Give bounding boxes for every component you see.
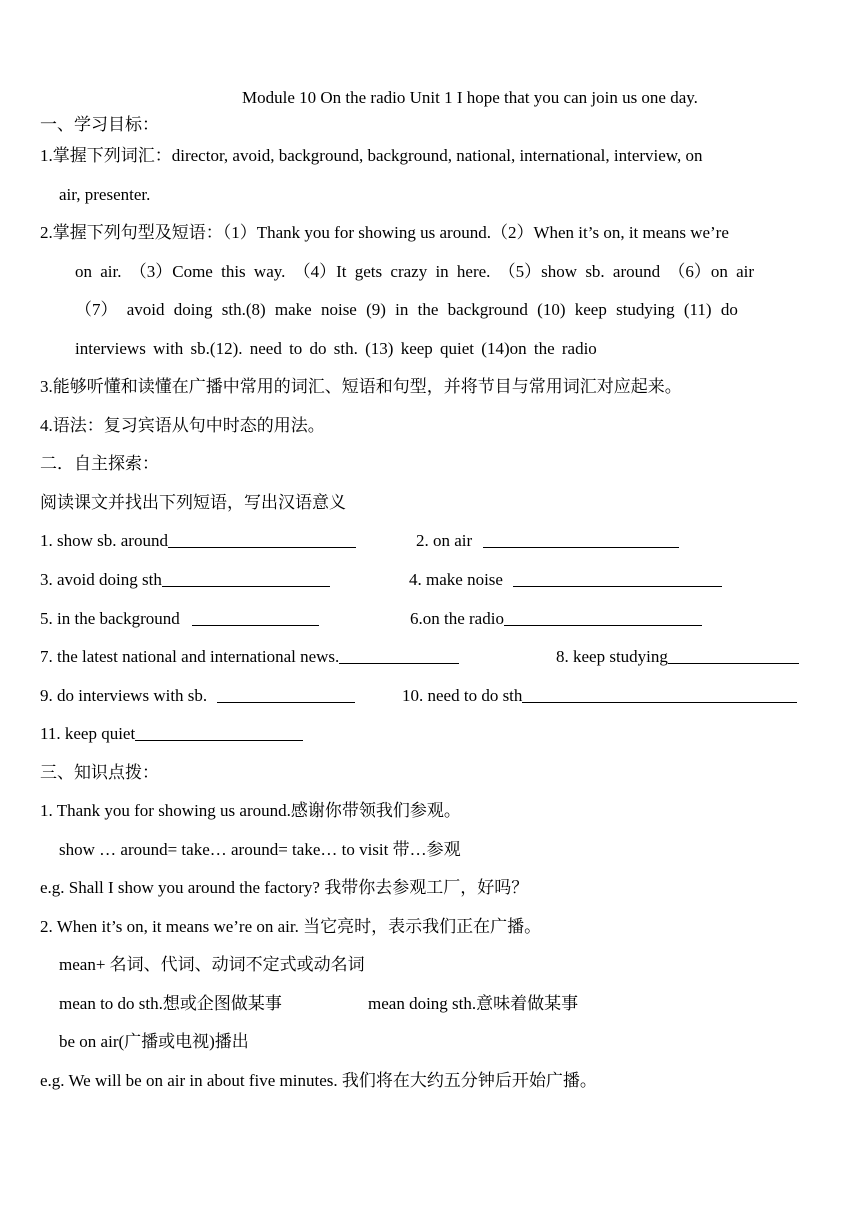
exercise-prompt: 10. need to do sth (402, 686, 523, 705)
section-2-heading: 二．自主探索： (40, 454, 159, 473)
point-2-example: e.g. We will be on air in about five minutes. 我们将在大约五分钟后开始广播。 (40, 1071, 597, 1090)
section-2-instruction: 阅读课文并找出下列短语，写出汉语意义 (40, 493, 346, 512)
exercise-item (40, 723, 303, 745)
answer-blank[interactable] (483, 531, 679, 548)
answer-blank[interactable] (192, 609, 319, 626)
section-1-heading: 一、学习目标： (40, 115, 159, 134)
exercise-item (416, 530, 679, 552)
section-3-heading: 三、知识点拨： (40, 763, 159, 782)
answer-blank[interactable] (217, 686, 355, 703)
exercise-prompt: 4. make noise (409, 570, 503, 589)
objective-2-line-4: interviews with sb.(12). need to do sth. (13) keep quiet (14)on the radio (75, 339, 597, 358)
objective-4: 4.语法：复习宾语从句中时态的用法。 (40, 416, 325, 435)
exercise-prompt: 8. keep studying (556, 647, 668, 666)
exercise-prompt: 2. on air (416, 531, 473, 550)
point-1: 1. Thank you for showing us around.感谢你带领我们参观。 (40, 801, 461, 820)
objective-3: 3.能够听懂和读懂在广播中常用的词汇、短语和句型，并将节目与常用词汇对应起来。 (40, 377, 682, 396)
exercise-item (556, 646, 799, 668)
exercise-prompt: 1. show sb. around (40, 531, 168, 550)
answer-blank[interactable] (135, 724, 303, 741)
exercise-item (40, 608, 319, 630)
answer-blank[interactable] (504, 609, 702, 626)
exercise-item (40, 569, 330, 591)
objective-2-line-1: 2.掌握下列句型及短语：（1）Thank you for showing us around.（2）When it’s on, it means we’re (40, 223, 729, 242)
answer-blank[interactable] (339, 647, 459, 664)
point-2-note-2b: mean doing sth.意味着做某事 (368, 994, 579, 1013)
exercise-prompt: 6.on the radio (410, 609, 504, 628)
exercise-item (410, 608, 702, 630)
exercise-prompt: 9. do interviews with sb. (40, 686, 208, 705)
answer-blank[interactable] (522, 686, 797, 703)
point-2-note-1: mean+ 名词、代词、动词不定式或动名词 (59, 955, 365, 974)
objective-1-line-1: 1.掌握下列词汇：director, avoid, background, background, national, international, interview, on (40, 146, 703, 165)
exercise-item (409, 569, 722, 591)
exercise-prompt: 7. the latest national and international news. (40, 647, 340, 666)
document-title: Module 10 On the radio Unit 1 I hope that you can join us one day. (242, 88, 698, 107)
exercise-prompt: 3. avoid doing sth (40, 570, 162, 589)
point-1-example: e.g. Shall I show you around the factory? 我带你去参观工厂，好吗？ (40, 878, 529, 897)
exercise-item (40, 530, 356, 552)
exercise-prompt: 5. in the background (40, 609, 180, 628)
answer-blank[interactable] (668, 647, 799, 664)
answer-blank[interactable] (513, 570, 722, 587)
point-2-note-2a: mean to do sth.想或企图做某事 (59, 994, 282, 1013)
objective-2-line-2: on air. （3）Come this way. （4）It gets crazy in here. （5）show sb. around （6）on air (75, 262, 755, 281)
point-1-note: show … around= take… around= take… to visit 带…参观 (59, 840, 461, 859)
answer-blank[interactable] (162, 570, 330, 587)
exercise-item (402, 685, 797, 707)
point-2: 2. When it’s on, it means we’re on air. 当它亮时，表示我们正在广播。 (40, 917, 542, 936)
exercise-item (40, 685, 355, 707)
exercise-prompt: 11. keep quiet (40, 724, 136, 743)
point-2-note-3: be on air(广播或电视)播出 (59, 1032, 249, 1051)
answer-blank[interactable] (168, 531, 356, 548)
exercise-item (40, 646, 459, 668)
objective-1-line-2: air, presenter. (59, 185, 151, 204)
objective-2-line-3: （7） avoid doing sth.(8) make noise (9) in the background (10) keep studying (11) do (75, 300, 738, 319)
